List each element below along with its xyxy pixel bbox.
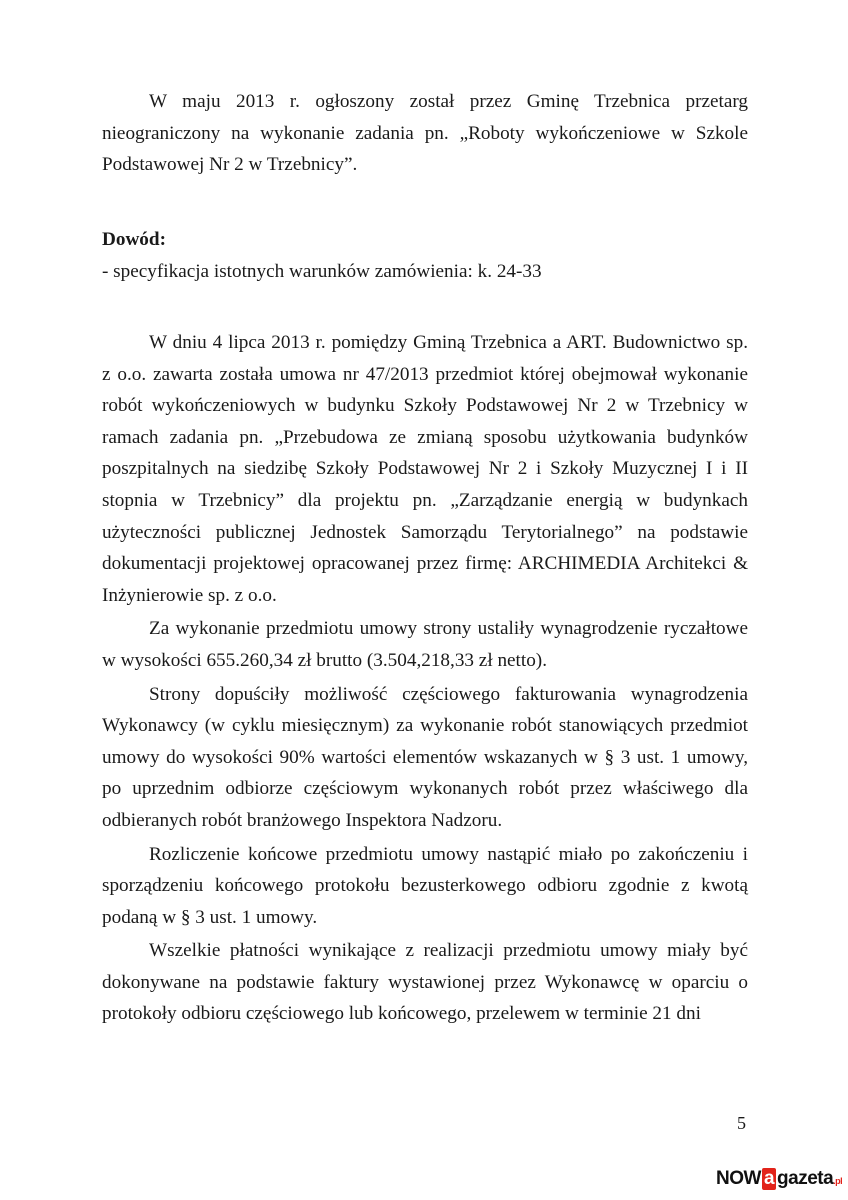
nowagazeta-watermark <box>716 1168 842 1190</box>
paragraph-1: W maju 2013 r. ogłoszony został przez Gminę Trzebnica przetarg nieograniczony na wykonanie zadania pn. „Roboty wykończeniowe w Szkole Podstawowej Nr 2 w Trzebnicy”. <box>102 91 748 176</box>
paragraph-2: W dniu 4 lipca 2013 r. pomiędzy Gminą Trzebnica a ART. Budownictwo sp. z o.o. zawarta została umowa nr 47/2013 przedmiot której obejmował wykonanie robót wykończeniowych w budynku Szkoły Podstawowej Nr 2 w Trzebnicy w ramach zadania pn. „Przebudowa ze zmianą sposobu użytkowania budynków poszpitalnych na siedzibę Szkoły Podstawowej Nr 2 i Szkoły Muzycznej I i II stopnia w Trzebnicy” dla projektu pn. „Zarządzanie energią w budynkach użyteczności publicznej Jednostek Samorządu Terytorialnego” na podstawie dokumentacji projektowej opracowanej przez firmę: ARCHIMEDIA Architekci & Inżynierowie sp. z o.o. <box>102 332 748 606</box>
watermark-part-pl: .pl <box>833 1176 843 1186</box>
evidence-heading: Dowód: <box>102 229 166 250</box>
watermark-part-now: NOW <box>716 1168 761 1189</box>
watermark-part-a: a <box>763 1168 775 1189</box>
evidence-block <box>102 224 748 287</box>
paragraph-tender <box>102 86 748 181</box>
paragraph-6: Wszelkie płatności wynikające z realizacji przedmiotu umowy miały być dokonywane na podstawie faktury wystawionej przez Wykonawcę w oparciu o protokoły odbioru częściowego lub końcowego, przelewem w terminie 21 dni <box>102 940 748 1025</box>
evidence-item: - specyfikacja istotnych warunków zamówienia: k. 24-33 <box>102 260 542 282</box>
watermark-part-gazeta: gazeta <box>777 1168 834 1189</box>
paragraph-5: Rozliczenie końcowe przedmiotu umowy nastąpić miało po zakończeniu i sporządzeniu końcowego protokołu bezusterkowego odbioru zgodnie z kwotą podaną w § 3 ust. 1 umowy. <box>102 843 748 928</box>
paragraph-4: Strony dopuściły możliwość częściowego fakturowania wynagrodzenia Wykonawcy (w cyklu miesięcznym) za wykonanie robót stanowiących przedmiot umowy do wysokości 90% wartości elementów wskazanych w § 3 ust. 1 umowy, po uprzednim odbiorze częściowym wykonanych robót przez właściwego dla odbieranych robót branżowego Inspektora Nadzoru. <box>102 683 748 831</box>
page-number: 5 <box>737 1113 746 1133</box>
paragraph-3: Za wykonanie przedmiotu umowy strony ustaliły wynagrodzenie ryczałtowe w wysokości 655.260,34 zł brutto (3.504,218,33 zł netto). <box>102 618 748 671</box>
contract-section <box>102 327 748 1030</box>
